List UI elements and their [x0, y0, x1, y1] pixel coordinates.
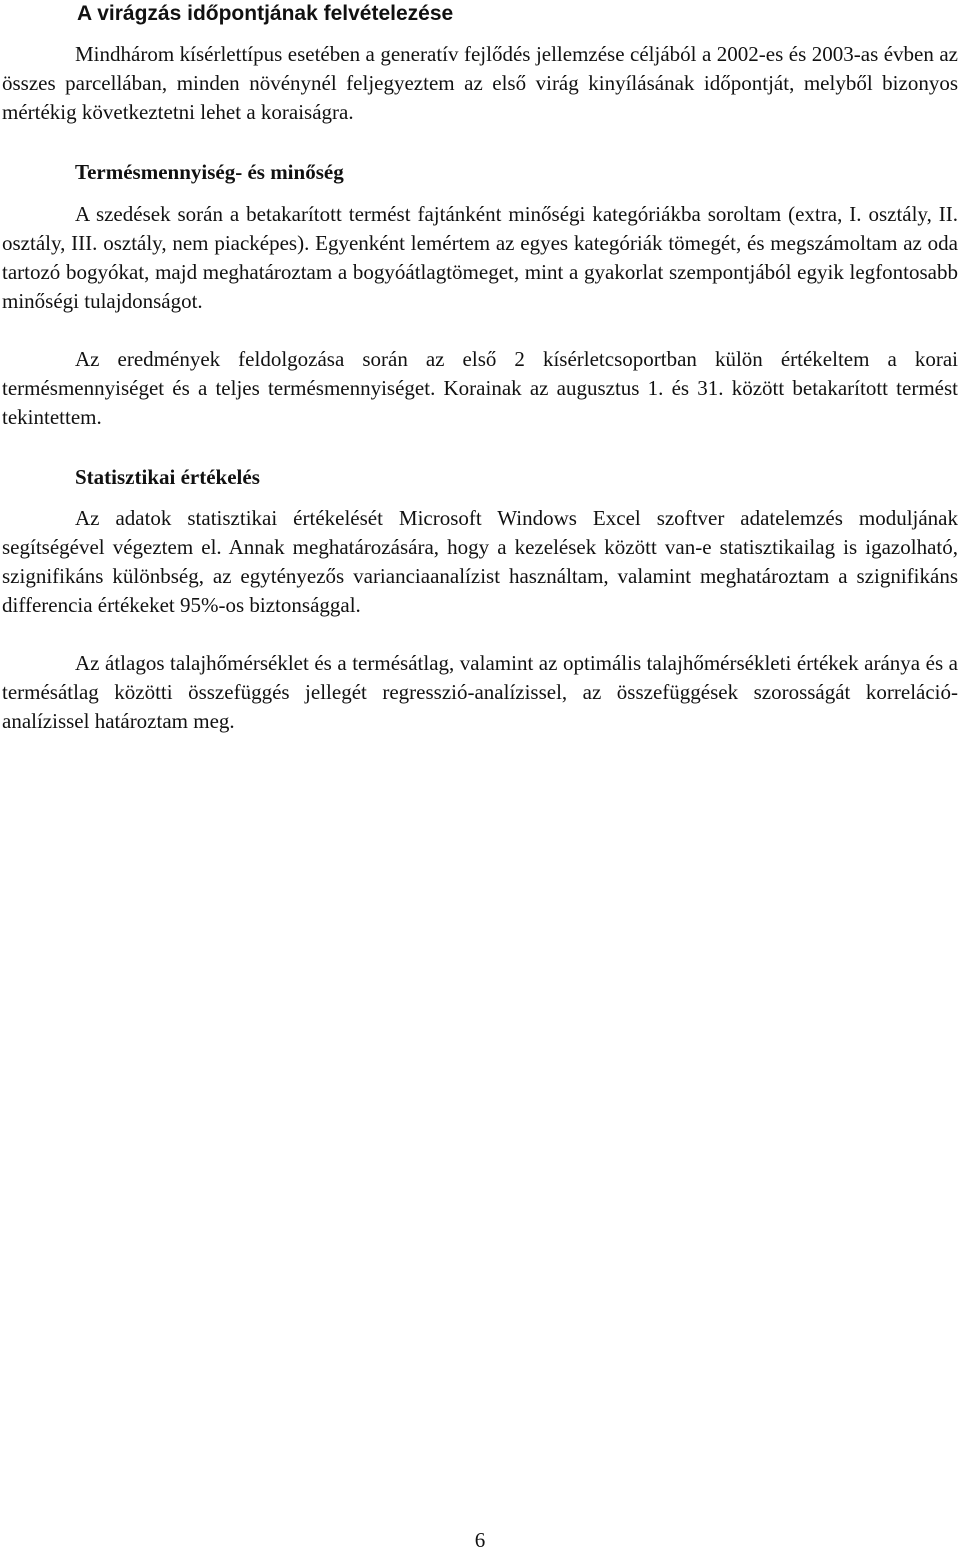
paragraph-statistics-regression: Az átlagos talajhőmérséklet és a termésátlag, valamint az optimális talajhőmérsékleti értékek aránya és a termésátlag közötti összefüggés jellegét regresszió-analízissel, az összefüggések szorosságát korreláció-analízissel határoztam meg. [2, 651, 958, 733]
paragraph-yield-quality: A szedések során a betakarított termést fajtánként minőségi kategóriákba soroltam (extra, I. osztály, II. osztály, III. osztály, nem piacképes). Egyenként lemértem az egyes kategóriák tömegét, és megszámoltam az oda tartozó bogyókat, majd meghatároztam a bogyóátlagtömeget, mint a gyakorlat szempontjából egyik legfontosabb minőségi tulajdonságot. [2, 202, 958, 313]
paragraph-yield-results: Az eredmények feldolgozása során az első 2 kísérletcsoportban külön értékeltem a korai termésmennyiséget és a teljes termésmennyiséget. Korainak az augusztus 1. és 31. között betakarított termést tekintettem. [2, 347, 958, 429]
section-heading-yield: Termésmennyiség- és minőség [75, 160, 344, 184]
page-number: 6 [474, 1528, 486, 1552]
paragraph-statistics-methods: Az adatok statisztikai értékelését Microsoft Windows Excel szoftver adatelemzés moduljának segítségével végeztem el. Annak meghatározására, hogy a kezelések között van-e statisztikailag is igazolható, szignifikáns különbség, az egytényezős varianciaanalízist használtam, valamint meghatároztam a szignifikáns differencia értékeket 95%-os biztonsággal. [2, 506, 958, 617]
section-heading-flowering: A virágzás időpontjának felvételezése [77, 2, 454, 25]
section-heading-statistics: Statisztikai értékelés [75, 465, 260, 489]
paragraph-flowering: Mindhárom kísérlettípus esetében a generatív fejlődés jellemzése céljából a 2002-es és 2003-as évben az összes parcellában, minden növénynél feljegyeztem az első virág kinyílásának időpontját, melyből bizonyos mértékig következtetni lehet a koraiságra. [2, 42, 958, 124]
